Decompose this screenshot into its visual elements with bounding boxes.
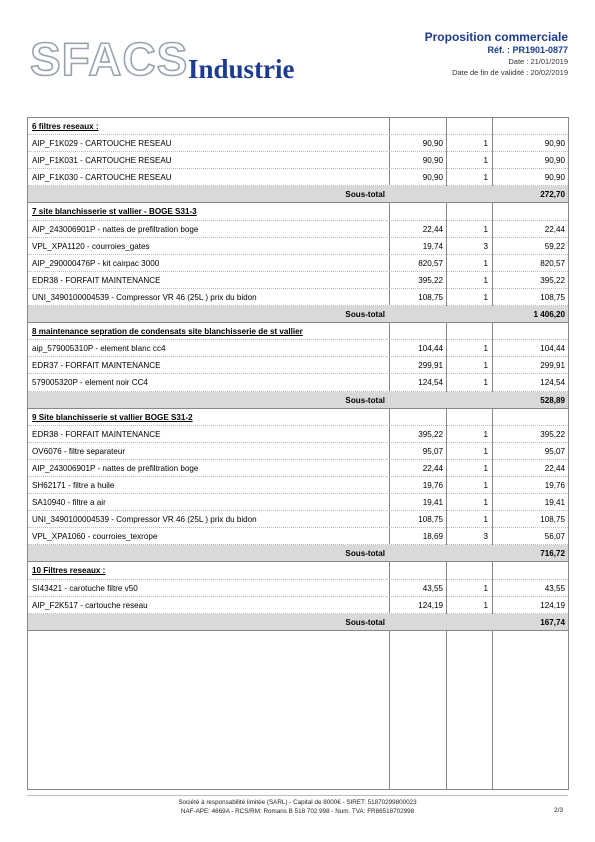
section-title: 9 Site blanchisserie st vallier BOGE S31-2 <box>32 412 193 422</box>
item-description: EDR37 - FORFAIT MAINTENANCE <box>32 361 161 371</box>
item-description: AIP_290000476P - kit cairpac 3000 <box>32 258 160 268</box>
item-total: 90,90 <box>544 139 565 149</box>
table-row <box>28 477 568 494</box>
item-total: 108,75 <box>540 515 565 525</box>
section-header-row <box>28 118 568 135</box>
item-description: SH62171 - filtre a huile <box>32 480 115 490</box>
section-header-row <box>28 323 568 340</box>
section-header-row <box>28 562 568 579</box>
item-description: OV6076 - filtre separateur <box>32 446 126 456</box>
item-unit-price: 124,54 <box>418 378 443 388</box>
item-quantity: 1 <box>483 429 488 439</box>
item-unit-price: 90,90 <box>422 156 443 166</box>
subtotal-row <box>28 186 568 203</box>
item-unit-price: 19,74 <box>422 241 443 251</box>
item-unit-price: 108,75 <box>418 292 443 302</box>
subtotal-value: 1 406,20 <box>533 310 565 320</box>
item-total: 43,55 <box>544 583 565 593</box>
item-description: SA10940 - filtre a air <box>32 498 106 508</box>
item-total: 95,07 <box>544 446 565 456</box>
table-row <box>28 152 568 169</box>
item-total: 299,91 <box>540 361 565 371</box>
table-row <box>28 426 568 443</box>
item-total: 22,44 <box>544 224 565 234</box>
item-unit-price: 19,76 <box>422 480 443 490</box>
document-date: Date : 21/01/2019 <box>508 57 568 66</box>
table-row <box>28 511 568 528</box>
document-title: Proposition commerciale <box>424 30 568 44</box>
validity-date: Date de fin de validité : 20/02/2019 <box>452 68 568 77</box>
footer <box>0 798 595 816</box>
item-total: 395,22 <box>540 429 565 439</box>
item-quantity: 1 <box>483 480 488 490</box>
item-quantity: 1 <box>483 600 488 610</box>
item-description: AIP_243006901P - nattes de prefiltration boge <box>32 224 199 234</box>
table-row <box>28 272 568 289</box>
item-total: 19,41 <box>544 498 565 508</box>
item-quantity: 1 <box>483 275 488 285</box>
item-description: UNI_3490100004539 - Compressor VR 46 (25L ) prix du bidon <box>32 515 257 525</box>
item-quantity: 1 <box>483 361 488 371</box>
item-description: UNI_3490100004539 - Compressor VR 46 (25L ) prix du bidon <box>32 292 257 302</box>
section-title: 7 site blanchisserie st vallier - BOGE S31-3 <box>32 207 197 217</box>
item-description: VPL_XPA1120 - courroies_gates <box>32 241 150 251</box>
table-row <box>28 580 568 597</box>
item-total: 124,54 <box>540 378 565 388</box>
section-header-row <box>28 203 568 220</box>
subtotal-row <box>28 392 568 409</box>
item-description: AIP_F2K517 - cartouche reseau <box>32 600 148 610</box>
item-unit-price: 95,07 <box>422 446 443 456</box>
table-row <box>28 135 568 152</box>
item-total: 56,07 <box>544 532 565 542</box>
footer-divider <box>27 795 568 796</box>
item-description: SI43421 - carotuche filtre v50 <box>32 583 138 593</box>
item-unit-price: 90,90 <box>422 173 443 183</box>
table-row <box>28 528 568 545</box>
item-total: 820,57 <box>540 258 565 268</box>
logo-brand: SFACS <box>30 33 189 85</box>
item-quantity: 1 <box>483 173 488 183</box>
item-quantity: 1 <box>483 224 488 234</box>
item-quantity: 1 <box>483 446 488 456</box>
subtotal-row <box>28 614 568 631</box>
section-title: 10 Filtres reseaux : <box>32 566 106 576</box>
table-row <box>28 494 568 511</box>
item-description: AIP_F1K029 - CARTOUCHE RESEAU <box>32 139 172 149</box>
item-quantity: 1 <box>483 344 488 354</box>
item-unit-price: 104,44 <box>418 344 443 354</box>
item-total: 108,75 <box>540 292 565 302</box>
section-title: 8 maintenance sepration de condensats site blanchisserie de st vallier <box>32 327 303 337</box>
subtotal-label: Sous-total <box>345 310 385 320</box>
document-header <box>425 30 568 77</box>
subtotal-label: Sous-total <box>345 395 385 405</box>
table-row <box>28 357 568 374</box>
quote-table <box>27 117 569 790</box>
item-description: VPL_XPA1060 - courroies_texrope <box>32 532 158 542</box>
table-row <box>28 289 568 306</box>
item-description: AIP_243006901P - nattes de prefiltration boge <box>32 463 199 473</box>
item-unit-price: 22,44 <box>422 463 443 473</box>
page-number: 2/3 <box>553 807 563 814</box>
item-description: aip_579005310P - element blanc cc4 <box>32 344 166 354</box>
item-total: 22,44 <box>544 463 565 473</box>
item-unit-price: 108,75 <box>418 515 443 525</box>
table-row <box>28 255 568 272</box>
item-quantity: 1 <box>483 583 488 593</box>
subtotal-value: 167,74 <box>540 617 565 627</box>
item-description: AIP_F1K031 - CARTOUCHE RESEAU <box>32 156 172 166</box>
item-quantity: 1 <box>483 139 488 149</box>
item-unit-price: 299,91 <box>418 361 443 371</box>
logo-suffix: Industrie <box>188 54 295 84</box>
table-row <box>28 340 568 357</box>
item-unit-price: 395,22 <box>418 429 443 439</box>
table-row <box>28 169 568 186</box>
subtotal-value: 528,89 <box>540 395 565 405</box>
item-unit-price: 820,57 <box>418 258 443 268</box>
subtotal-value: 716,72 <box>540 549 565 559</box>
item-description: EDR38 - FORFAIT MAINTENANCE <box>32 429 161 439</box>
item-quantity: 1 <box>483 156 488 166</box>
table-row <box>28 374 568 391</box>
subtotal-value: 272,70 <box>540 190 565 200</box>
item-quantity: 1 <box>483 498 488 508</box>
item-quantity: 1 <box>483 292 488 302</box>
item-total: 90,90 <box>544 173 565 183</box>
section-title: 6 filtres reseaux : <box>32 122 99 131</box>
item-quantity: 1 <box>483 515 488 525</box>
item-unit-price: 90,90 <box>422 139 443 149</box>
footer-legal-line-2: NAF-APE: 4669A - RCS/RM: Romans B 518 702 998 - Num. TVA: FR86518702998 <box>180 808 415 815</box>
table-row <box>28 221 568 238</box>
item-total: 124,19 <box>540 600 565 610</box>
subtotal-label: Sous-total <box>345 190 385 200</box>
item-unit-price: 43,55 <box>422 583 443 593</box>
section-header-row <box>28 409 568 426</box>
item-quantity: 1 <box>483 463 488 473</box>
item-quantity: 3 <box>483 532 488 542</box>
item-unit-price: 18,69 <box>422 532 443 542</box>
item-quantity: 3 <box>483 241 488 251</box>
subtotal-label: Sous-total <box>345 549 385 559</box>
item-description: AIP_F1K030 - CARTOUCHE RESEAU <box>32 173 172 183</box>
table-row <box>28 443 568 460</box>
item-unit-price: 124,19 <box>418 600 443 610</box>
item-unit-price: 395,22 <box>418 275 443 285</box>
item-total: 90,90 <box>544 156 565 166</box>
item-total: 59,22 <box>544 241 565 251</box>
company-logo <box>30 33 320 88</box>
item-unit-price: 22,44 <box>422 224 443 234</box>
subtotal-label: Sous-total <box>345 617 385 627</box>
table-row <box>28 597 568 614</box>
table-row <box>28 460 568 477</box>
item-unit-price: 19,41 <box>422 498 443 508</box>
subtotal-row <box>28 545 568 562</box>
item-total: 19,76 <box>544 480 565 490</box>
item-description: 579005320P - element noir CC4 <box>32 378 148 388</box>
item-total: 104,44 <box>540 344 565 354</box>
subtotal-row <box>28 306 568 323</box>
footer-legal-line-1: Société à responsabilité limitée (SARL) - Capital de 8000€ - SIRET: 51870299800023 <box>178 799 417 806</box>
table-row <box>28 238 568 255</box>
item-quantity: 1 <box>483 378 488 388</box>
document-reference: Réf. : PR1901-0877 <box>487 45 568 55</box>
table-rows <box>28 118 568 631</box>
item-quantity: 1 <box>483 258 488 268</box>
item-description: EDR38 - FORFAIT MAINTENANCE <box>32 275 161 285</box>
item-total: 395,22 <box>540 275 565 285</box>
